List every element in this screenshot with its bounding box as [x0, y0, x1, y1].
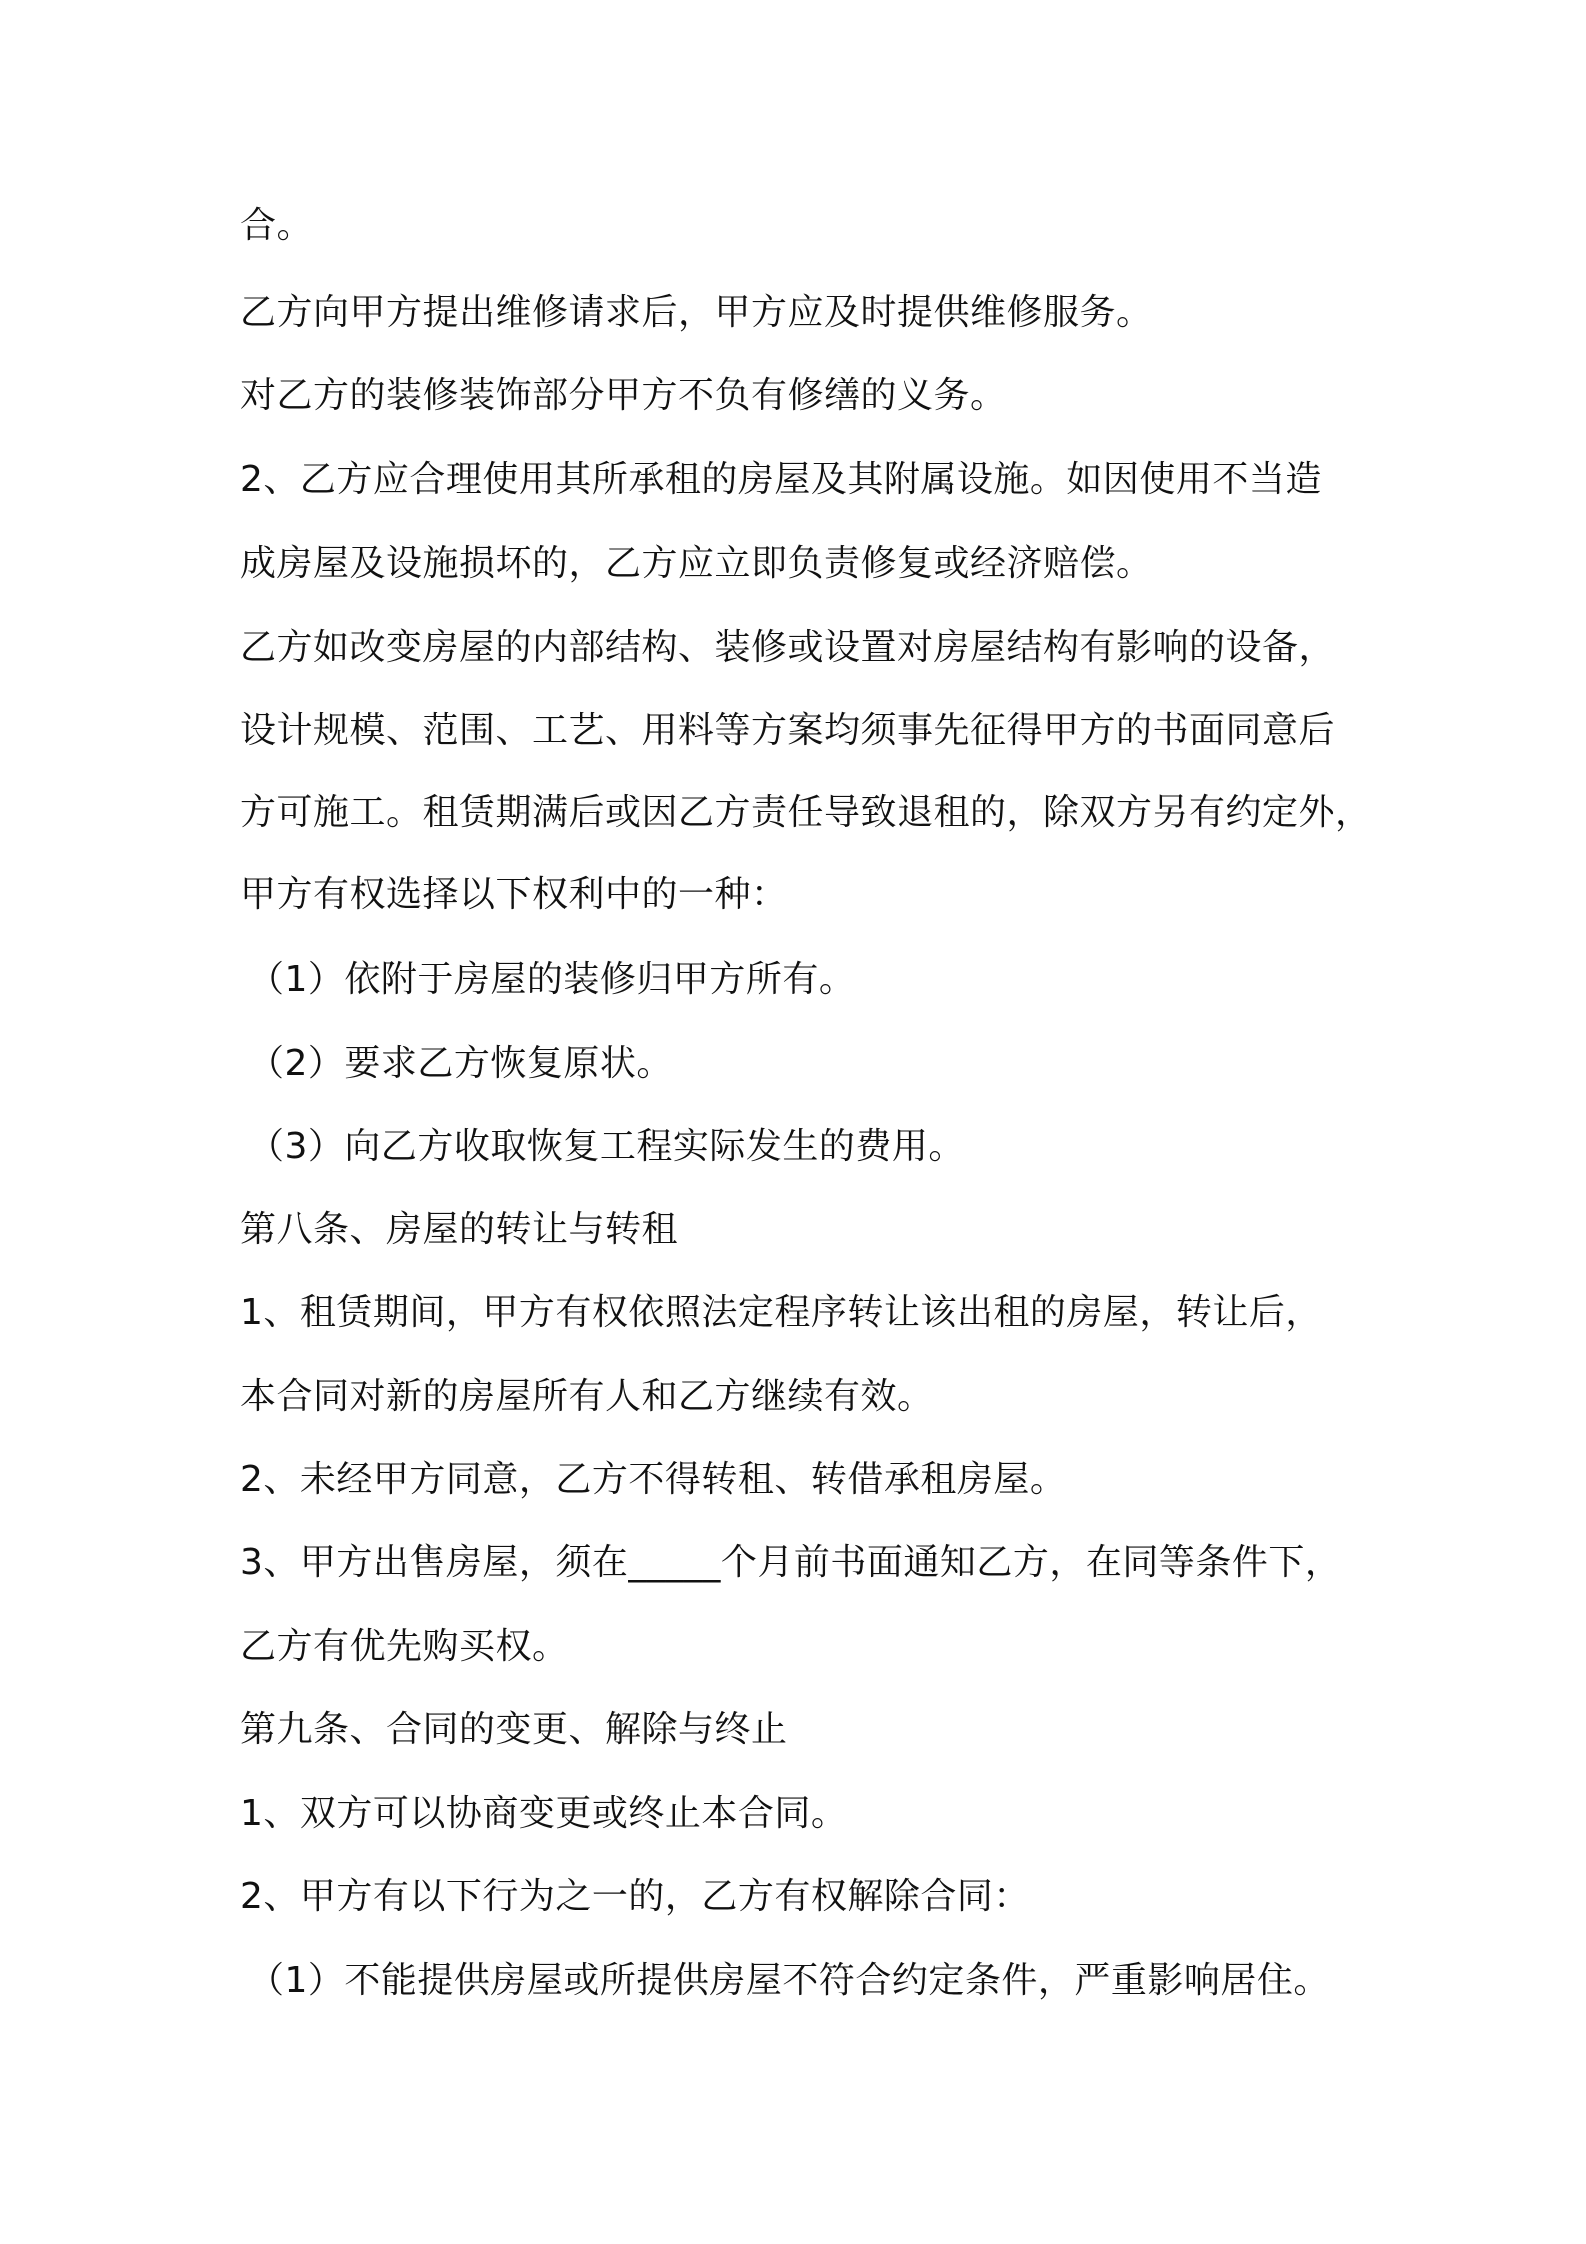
paragraph-line: 3、甲方出售房屋，须在_____个月前书面通知乙方，在同等条件下， — [240, 1542, 1342, 1583]
list-item: （1）不能提供房屋或所提供房屋不符合约定条件，严重影响居住。 — [248, 1960, 1330, 2001]
paragraph-line: 乙方有优先购买权。 — [240, 1626, 569, 1667]
paragraph-line: 2、乙方应合理使用其所承租的房屋及其附属设施。如因使用不当造 — [240, 459, 1322, 500]
list-item: （3）向乙方收取恢复工程实际发生的费用。 — [248, 1126, 965, 1167]
paragraph-line: 2、甲方有以下行为之一的，乙方有权解除合同： — [240, 1876, 1030, 1917]
section-heading: 第九条、合同的变更、解除与终止 — [240, 1709, 788, 1750]
paragraph-line: 乙方如改变房屋的内部结构、装修或设置对房屋结构有影响的设备， — [240, 627, 1336, 668]
list-item: （2）要求乙方恢复原状。 — [248, 1043, 673, 1084]
paragraph-line: 合。 — [240, 205, 314, 246]
paragraph-line: 乙方向甲方提出维修请求后，甲方应及时提供维修服务。 — [240, 292, 1153, 333]
paragraph-line: 对乙方的装修装饰部分甲方不负有修缮的义务。 — [240, 375, 1007, 416]
paragraph-line: 设计规模、范围、工艺、用料等方案均须事先征得甲方的书面同意后 — [240, 710, 1336, 751]
paragraph-line: 1、租赁期间，甲方有权依照法定程序转让该出租的房屋，转让后， — [240, 1292, 1322, 1333]
paragraph-line: 2、未经甲方同意，乙方不得转租、转借承租房屋。 — [240, 1459, 1067, 1500]
paragraph-line: 成房屋及设施损坏的，乙方应立即负责修复或经济赔偿。 — [240, 543, 1153, 584]
list-item: （1）依附于房屋的装修归甲方所有。 — [248, 959, 856, 1000]
paragraph-line: 方可施工。租赁期满后或因乙方责任导致退租的，除双方另有约定外， — [240, 792, 1372, 833]
section-heading: 第八条、房屋的转让与转租 — [240, 1209, 679, 1250]
paragraph-line: 1、双方可以协商变更或终止本合同。 — [240, 1793, 848, 1834]
paragraph-line: 甲方有权选择以下权利中的一种： — [240, 874, 788, 915]
paragraph-line: 本合同对新的房屋所有人和乙方继续有效。 — [240, 1376, 934, 1417]
